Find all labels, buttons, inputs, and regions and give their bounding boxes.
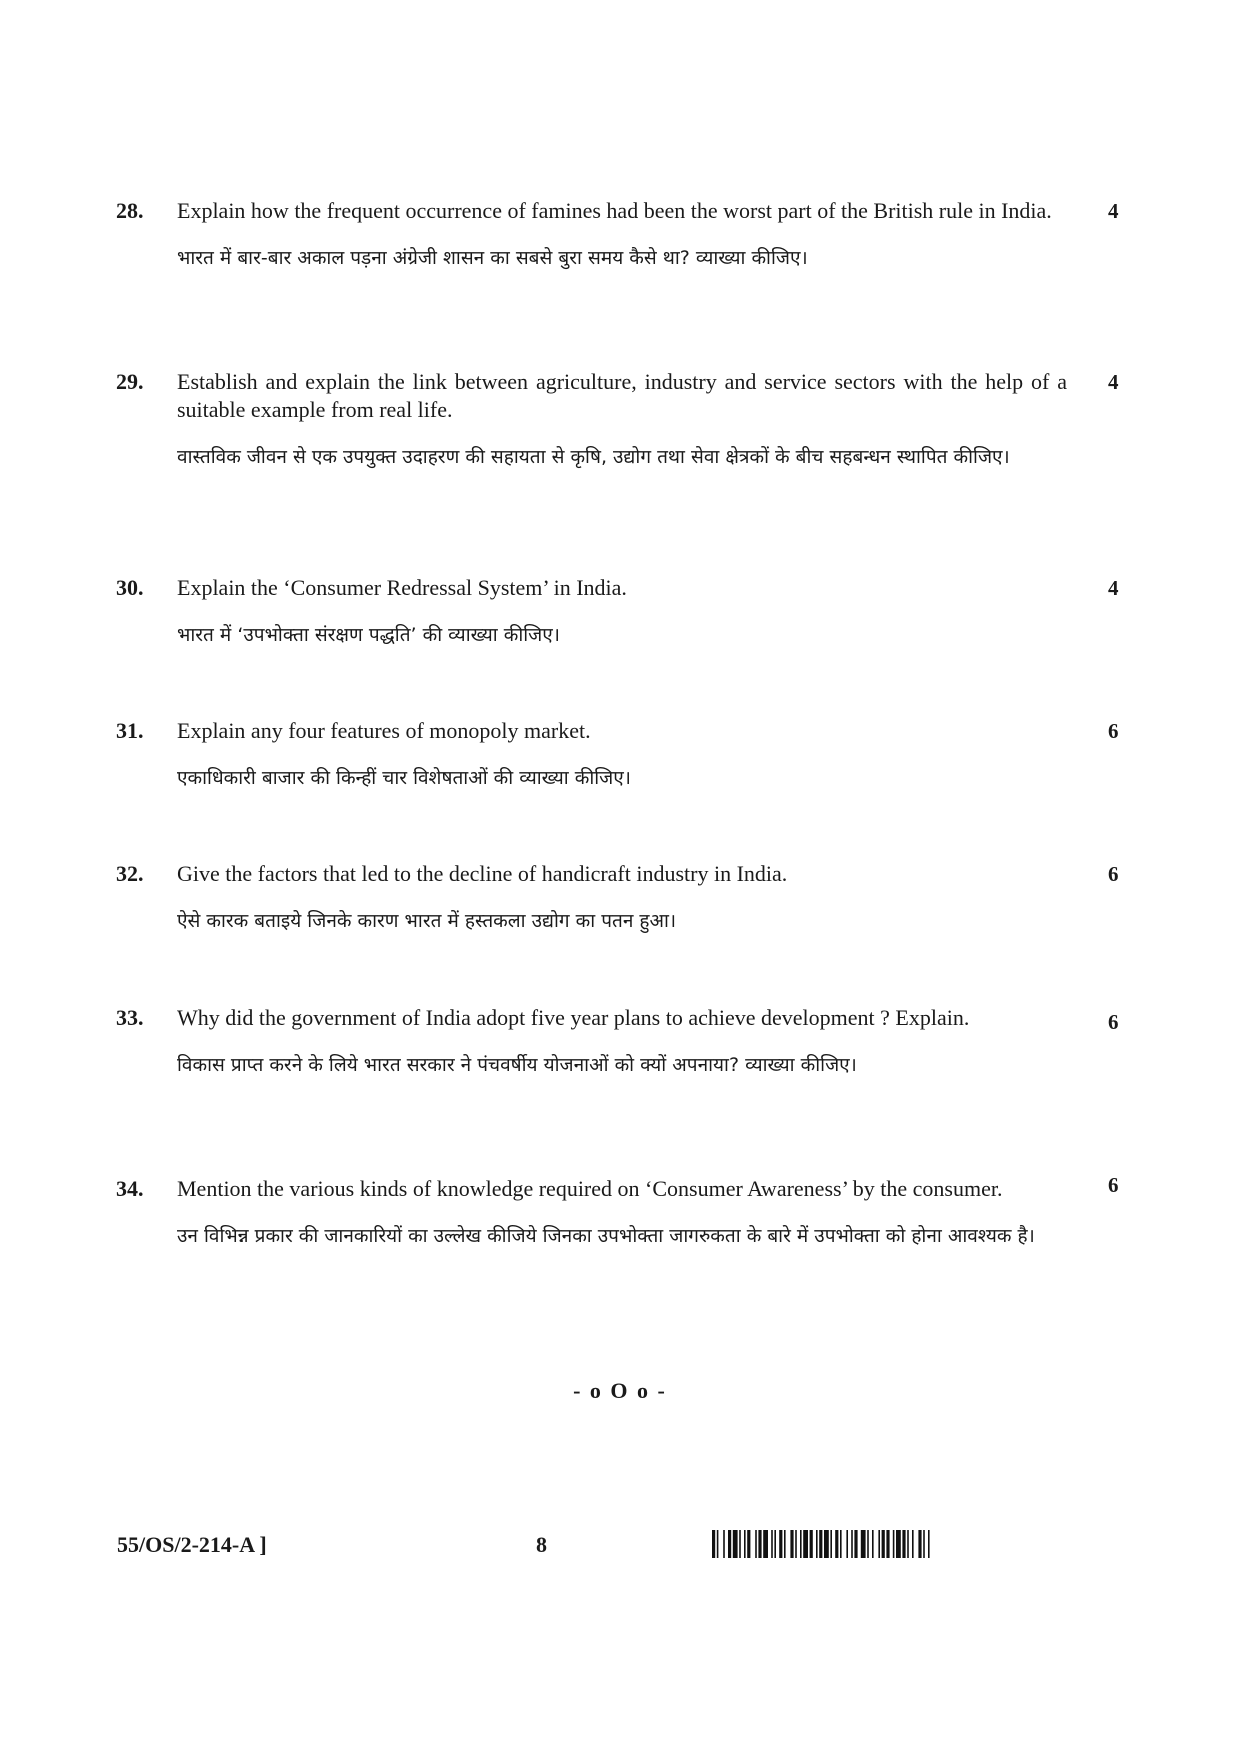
question-number: 28. — [116, 198, 144, 223]
end-of-paper-mark: - o O o - — [573, 1378, 667, 1403]
question-text-hindi: भारत में ‘उपभोक्ता संरक्षण पद्धति’ की व्याख्या कीजिए। — [177, 624, 560, 646]
question-text-english: Why did the government of India adopt five year plans to achieve development ? Explain. — [177, 1005, 970, 1030]
question-text-hindi: वास्तविक जीवन से एक उपयुक्त उदाहरण की सहायता से कृषि, उद्योग तथा सेवा क्षेत्रकों के बीच सहबन्धन स्थापित कीजिए। — [177, 446, 1010, 468]
question-number: 34. — [116, 1176, 144, 1201]
question-body — [177, 197, 1067, 275]
question-number: 29. — [116, 369, 144, 394]
question-body — [177, 574, 1067, 652]
question-text-hindi: उन विभिन्न प्रकार की जानकारियों का उल्लेख कीजिये जिनका उपभोक्ता जागरुकता के बारे में उपभोक्ता को होना आवश्यक है। — [177, 1225, 1035, 1247]
question-body — [177, 717, 1067, 795]
question-text-hindi: विकास प्राप्त करने के लिये भारत सरकार ने पंचवर्षीय योजनाओं को क्यों अपनाया? व्याख्या कीजिए। — [177, 1054, 857, 1076]
question-text-hindi: ऐसे कारक बताइये जिनके कारण भारत में हस्तकला उद्योग का पतन हुआ। — [177, 910, 677, 932]
question-body — [177, 1004, 1067, 1082]
question-number: 33. — [116, 1005, 144, 1030]
question-marks: 4 — [1108, 576, 1119, 600]
question-text-hindi: भारत में बार-बार अकाल पड़ना अंग्रेजी शासन का सबसे बुरा समय कैसे था? व्याख्या कीजिए। — [177, 247, 808, 269]
question-number: 31. — [116, 718, 144, 743]
question-number: 32. — [116, 861, 144, 886]
question-text-english: Explain the ‘Consumer Redressal System’ in India. — [177, 575, 627, 600]
question-body — [177, 860, 1067, 938]
question-text-english: Explain any four features of monopoly market. — [177, 718, 591, 743]
question-body — [177, 368, 1067, 474]
question-text-english: Mention the various kinds of knowledge required on ‘Consumer Awareness’ by the consumer. — [177, 1176, 1003, 1201]
question-text-english: Give the factors that led to the decline of handicraft industry in India. — [177, 861, 788, 886]
question-text-hindi: एकाधिकारी बाजार की किन्हीं चार विशेषताओं की व्याख्या कीजिए। — [177, 767, 631, 789]
question-body — [177, 1175, 1067, 1253]
question-text-english: Establish and explain the link between agriculture, industry and service sectors with the help of a suitable example from real life. — [177, 369, 1067, 422]
question-marks: 6 — [1108, 1010, 1119, 1034]
question-marks: 6 — [1108, 862, 1119, 886]
question-text-english: Explain how the frequent occurrence of famines had been the worst part of the British rule in India. — [177, 198, 1052, 223]
question-marks: 6 — [1108, 719, 1119, 743]
question-number: 30. — [116, 575, 144, 600]
page-number: 8 — [536, 1532, 547, 1557]
question-marks: 6 — [1108, 1173, 1119, 1197]
question-marks: 4 — [1108, 370, 1119, 394]
question-marks: 4 — [1108, 199, 1119, 223]
paper-code: 55/OS/2-214-A ] — [117, 1532, 267, 1557]
barcode — [712, 1530, 1012, 1558]
